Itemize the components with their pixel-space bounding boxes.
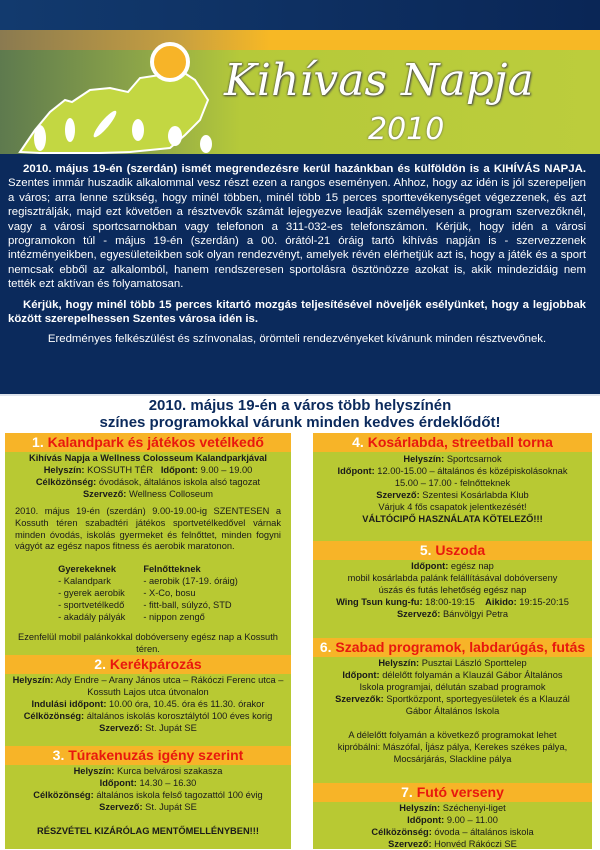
- program-title: Futó verseny: [416, 784, 504, 800]
- list-title: Gyerekeknek: [58, 564, 117, 575]
- label: Helyszín:: [73, 766, 115, 776]
- program-number: 1.: [32, 434, 44, 450]
- program-title: Kalandpark és játékos vetélkedő: [47, 434, 264, 450]
- intro-lead: 2010. május 19-én (szerdán) ismét megrendezésre kerül hazánkban és külföldön is a KIHÍVÁS NAPJA.: [23, 163, 586, 175]
- time: 12.00-15.00 – általános és középiskolásoknak: [377, 466, 568, 476]
- organizer: Szentesi Kosárlabda Klub: [422, 490, 529, 500]
- audience: általános iskola felső tagozattól 100 évig: [96, 790, 263, 800]
- label: Szervezők:: [335, 694, 384, 704]
- label: Helyszín:: [399, 803, 441, 813]
- program-1: [5, 452, 291, 655]
- program-2-header: [5, 655, 291, 674]
- label: Szervező:: [376, 490, 420, 500]
- event-year: 2010: [368, 112, 445, 147]
- top-band: [0, 0, 600, 30]
- program-description: 2010. május 19-én (szerdán) 9.00-19.00-ig SZENTESEN a Kossuth téren szabadtéri játékos sportvetélkedővel várnak minden óvodás, iskolás gyermeket és felnőttet, minden fogyni vágyót az egész napos fitness és aerobik maratonon.: [15, 506, 281, 552]
- list-item: - X-Co, bosu: [143, 588, 196, 599]
- notice: VÁLTÓCIPŐ HASZNÁLATA KÖTELEZŐ!!!: [362, 514, 543, 524]
- time-2: 15.00 – 17.00 - felnőtteknek: [394, 478, 511, 488]
- time: 14.30 – 16.30: [139, 778, 197, 788]
- label: Időpont:: [99, 778, 137, 788]
- program-number: 5.: [419, 542, 432, 558]
- program-7: [313, 802, 592, 850]
- time: egész nap: [450, 561, 494, 571]
- location: Kurca belvárosi szakasza: [117, 766, 223, 776]
- hungary-map-logo-icon: [10, 40, 215, 154]
- list-title: Felnőtteknek: [143, 564, 201, 575]
- time: délelőtt folyamán a Klauzál Gábor Általános Iskola programjai, délután szabad programok: [359, 670, 563, 692]
- program-title: Uszoda: [435, 542, 486, 558]
- label: Szervező:: [82, 489, 127, 499]
- organizer: St. Jupát SE: [145, 723, 197, 733]
- label: Helyszín:: [43, 465, 85, 475]
- audience: óvoda – általános iskola: [434, 827, 534, 837]
- label: Időpont:: [160, 465, 198, 475]
- organizer: Wellness Colloseum: [128, 489, 214, 499]
- list-item: - aerobik (17-19. óráig): [143, 576, 238, 587]
- headline-line-1: 2010. május 19-én a város több helyszínén: [148, 397, 452, 414]
- label: Időpont:: [337, 466, 375, 476]
- divider: [0, 394, 600, 396]
- program-7-header: [313, 783, 592, 802]
- intro-paragraph-3: Eredményes felkészülést és színvonalas, örömteli rendezvényeket kívánunk minden résztvevőnek.: [47, 333, 547, 346]
- note: Várjuk 4 fős csapatok jelentkezését!: [378, 502, 527, 512]
- time: 19:15-20:15: [519, 597, 569, 607]
- info-line: úszás és futás lehetőség egész nap: [378, 585, 527, 595]
- label: Aikido:: [485, 597, 517, 607]
- organizer: Sportközpont, sportegyesületek és a Klauzál Gábor Általános Iskola: [386, 694, 570, 716]
- label: Szervező:: [388, 839, 432, 849]
- program-number: 6.: [319, 639, 332, 655]
- extra-info: Ezenfelül mobil palánkokkal dobóverseny egész nap a Kossuth téren.: [18, 632, 278, 655]
- organizer: Honvéd Rákóczi SE: [434, 839, 517, 849]
- left-column: [5, 433, 291, 849]
- location: Széchenyi-liget: [442, 803, 506, 813]
- label: Célközönség:: [33, 790, 94, 800]
- intro-section: [0, 154, 600, 394]
- program-title: Kerékpározás: [109, 656, 202, 672]
- list-item: - fitt-ball, súlyzó, STD: [143, 600, 232, 611]
- program-2: [5, 674, 291, 746]
- event-title: Kihívas Napja: [224, 55, 534, 106]
- program-5-header: [313, 541, 592, 560]
- label: Helyszín:: [12, 675, 54, 685]
- headline-line-2: színes programokkal várunk minden kedves érdeklődőt!: [99, 414, 501, 431]
- program-1-header: [5, 433, 291, 452]
- program-6: [313, 657, 592, 783]
- program-5: [313, 560, 592, 638]
- label: Szervező:: [99, 802, 143, 812]
- adults-list: [143, 563, 238, 623]
- list-item: - sportvetélkedő: [58, 600, 125, 611]
- program-number: 7.: [401, 784, 413, 800]
- label: Helyszín:: [403, 454, 445, 464]
- label: Időpont:: [411, 561, 449, 571]
- program-title: Szabad programok, labdarúgás, futás: [335, 639, 586, 655]
- intro-body: Szentes immár huszadik alkalommal vesz részt ezen a rangos eseményen. Ahhoz, hogy az idén is jól szerepeljen a város; arra lenne szükség, hogy minél többen, minél több 15 perces sporttevékenységet végezzenek, és azt regisztrálják, majd ezt követően a résztvevők számát lejegyezve leadják személyesen a program szervezőknél, vagy a városi sportcsarnokban vagy telefonon a 311-032-es telefonszámon. Kérjük, hogy idén a városi programokon túl - május 19-én (szerdán) a 00. órától-21 óráig tartó kihívás napján is - szervezzenek intézményeikben, egyesületeikben sok olyan rendezvényt, amelyek révén elérhetjük azt is, hogy a játék és a sport nemcsak ebből az alkalomból, hanem rendszeresen sportolásra ösztönözze azokat is, akik mindezidáig nem tették ezt aktívan és folyamatosan.: [8, 177, 586, 291]
- list-item: - akadály pályák: [58, 612, 126, 623]
- intro-request: Kérjük, hogy minél több 15 perces kitartó mozgás teljesítésével növeljék esélyünket, hogy a legjobbak között szerepelhessen Szentes városa idén is.: [8, 298, 586, 326]
- label: Időpont:: [342, 670, 380, 680]
- program-subtitle: Kihívás Napja a Wellness Colosseum Kalandparkjával: [28, 453, 268, 463]
- label: Wing Tsun kung-fu:: [336, 597, 423, 607]
- program-6-header: [313, 638, 592, 657]
- intro-paragraph-1: [8, 162, 586, 292]
- right-column: [313, 433, 592, 849]
- list-item: - Kalandpark: [58, 576, 111, 587]
- program-title: Túrakenuzás igény szerint: [68, 747, 244, 763]
- label: Indulási időpont:: [31, 699, 107, 709]
- program-title: Kosárlabda, streetball torna: [367, 434, 553, 450]
- location: Pusztai László Sporttelep: [421, 658, 527, 668]
- program-headline: [0, 397, 600, 431]
- program-3: [5, 765, 291, 837]
- extra-info: A délelőtt folyamán a következő programokat lehet kipróbálni: Mászófal, Íjász pálya, Kerekes székes pálya, Mocsárjárás, Slackline pálya: [337, 730, 568, 764]
- list-item: - nippon zengő: [143, 612, 205, 623]
- activity-lists: [9, 563, 287, 623]
- intro-paragraph-2: [8, 298, 586, 327]
- label: Szervező:: [396, 609, 441, 619]
- kids-list: [58, 563, 125, 623]
- program-number: 4.: [352, 434, 364, 450]
- program-number: 2.: [94, 656, 106, 672]
- program-number: 3.: [52, 747, 65, 763]
- audience: általános iskolás korosztálytól 100 éves korig: [86, 711, 273, 721]
- label: Célközönség:: [371, 827, 432, 837]
- label: Célközönség:: [35, 477, 97, 487]
- location: Sportcsarnok: [446, 454, 502, 464]
- list-item: - gyerek aerobik: [58, 588, 125, 599]
- program-4: [313, 452, 592, 541]
- notice: RÉSZVÉTEL KIZÁRÓLAG MENTŐMELLÉNYBEN!!!: [37, 826, 259, 836]
- time: 9.00 – 19.00: [200, 465, 253, 475]
- location: KOSSUTH TÉR: [87, 465, 154, 475]
- label: Szervező:: [99, 723, 143, 733]
- label: Célközönség:: [23, 711, 85, 721]
- location: Ady Endre – Arany János utca – Rákóczi Ferenc utca – Kossuth Lajos utca útvonalon: [55, 675, 284, 697]
- program-4-header: [313, 433, 592, 452]
- time: 9.00 – 11.00: [446, 815, 498, 825]
- info-line: mobil kosárlabda palánk felállításával dobóverseny: [347, 573, 558, 583]
- start-time: 10.00 óra, 10.45. óra és 11.30. órakor: [109, 699, 265, 709]
- program-3-header: [5, 746, 291, 765]
- organizer: Bánvölgyi Petra: [442, 609, 509, 619]
- audience: óvodások, általános iskola alsó tagozat: [98, 477, 261, 487]
- label: Időpont:: [407, 815, 445, 825]
- organizer: St. Jupát SE: [145, 802, 197, 812]
- label: Helyszín:: [378, 658, 420, 668]
- time: 18:00-19:15: [425, 597, 475, 607]
